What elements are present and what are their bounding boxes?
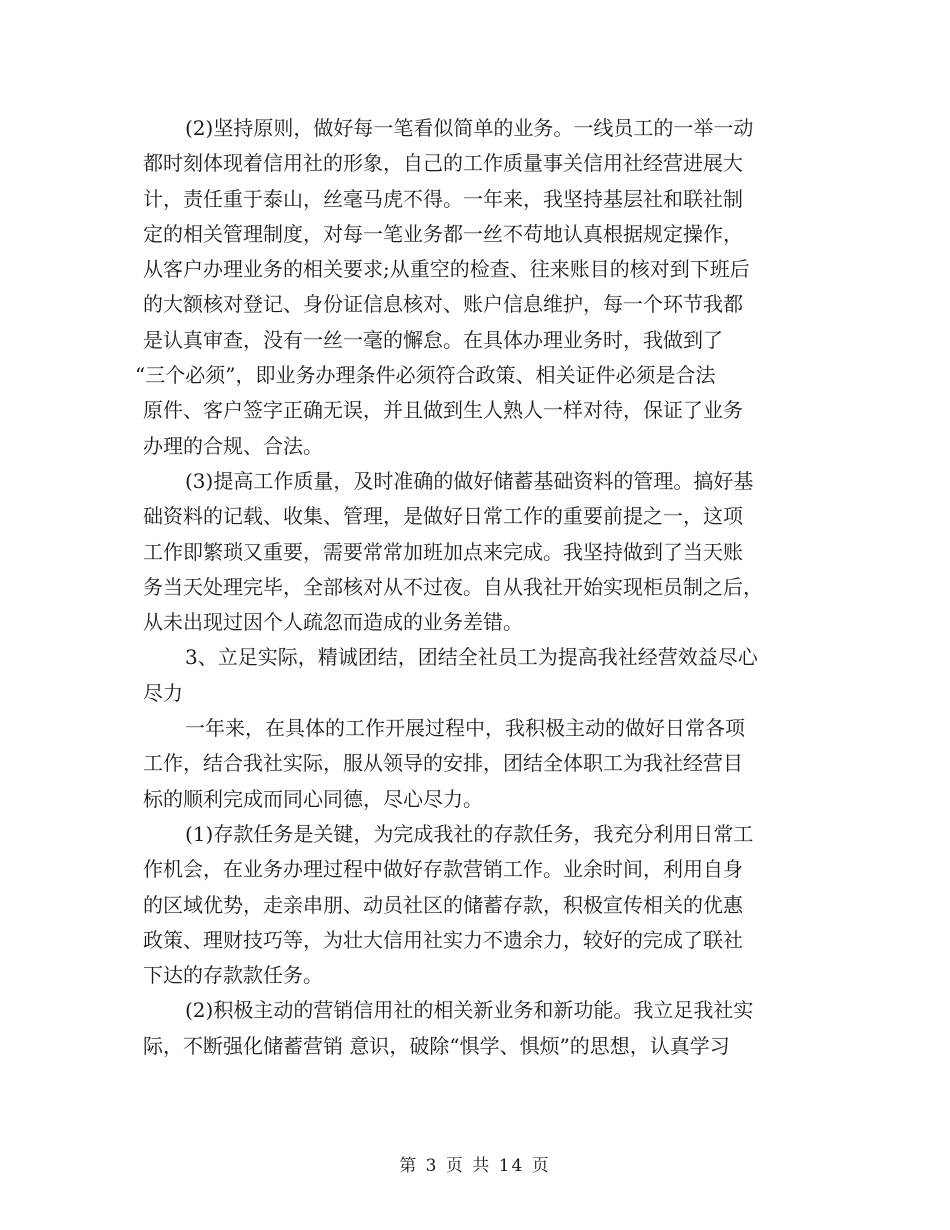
text-line: 从客户办理业务的相关要求;从重空的检查、往来账目的核对到下班后 — [143, 257, 750, 282]
text-line: 办理的合规、合法。 — [143, 433, 323, 458]
text-line: 标的顺利完成而同心同德，尽心尽力。 — [143, 786, 483, 811]
text-line: 的区域优势，走亲串朋、动员社区的储蓄存款，积极宣传相关的优惠 — [143, 892, 743, 917]
text-line: 工作即繁琐又重要，需要常常加班加点来完成。我坚持做到了当天账 — [143, 539, 743, 564]
text-line: 3、立足实际，精诚团结，团结全社员工为提高我社经营效益尽心 — [185, 645, 758, 670]
text-line: 定的相关管理制度，对每一笔业务都一丝不苟地认真根据规定操作， — [143, 221, 743, 246]
text-line: 作机会，在业务办理过程中做好存款营销工作。业余时间，利用自身 — [143, 857, 743, 882]
text-line: 础资料的记载、收集、管理，是做好日常工作的重要前提之一，这项 — [143, 504, 743, 529]
text-line: 政策、理财技巧等，为壮大信用社实力不遗余力，较好的完成了联社 — [143, 927, 743, 952]
text-line: 原件、客户签字正确无误，并且做到生人熟人一样对待，保证了业务 — [143, 398, 743, 423]
text-line: 际，不断强化储蓄营销 意识，破除“惧学、惧烦”的思想，认真学习 — [143, 1033, 730, 1058]
text-line: 一年来，在具体的工作开展过程中，我积极主动的做好日常各项 — [185, 716, 745, 741]
text-line: (2)坚持原则，做好每一笔看似简单的业务。一线员工的一举一动 — [185, 116, 754, 140]
text-line: 下达的存款款任务。 — [143, 963, 323, 988]
text-line: 从未出现过因个人疏忽而造成的业务差错。 — [143, 610, 523, 635]
text-line: 是认真审查，没有一丝一毫的懈怠。在具体办理业务时，我做到了 — [143, 327, 723, 352]
text-line: 的大额核对登记、身份证信息核对、账户信息维护，每一个环节我都 — [143, 292, 743, 317]
page-number-footer: 第 3 页 共 14 页 — [399, 1156, 551, 1176]
text-line: (2)积极主动的营销信用社的相关新业务和新功能。我立足我社实 — [185, 998, 754, 1023]
text-line: 尽力 — [143, 680, 183, 705]
text-line: 工作，结合我社实际，服从领导的安排，团结全体职工为我社经营目 — [143, 751, 743, 776]
text-line: 计，责任重于泰山，丝毫马虎不得。一年来，我坚持基层社和联社制 — [143, 186, 743, 211]
text-line: “三个必须”，即业务办理条件必须符合政策、相关证件必须是合法 — [135, 363, 716, 388]
text-line: 都时刻体现着信用社的形象，自己的工作质量事关信用社经营进展大 — [143, 151, 743, 176]
text-line: (3)提高工作质量，及时准确的做好储蓄基础资料的管理。搞好基 — [185, 468, 754, 493]
body-text — [135, 111, 808, 1064]
text-line: 务当天处理完毕，全部核对从不过夜。自从我社开始实现柜员制之后， — [143, 574, 763, 599]
text-line: (1)存款任务是关键，为完成我社的存款任务，我充分利用日常工 — [185, 821, 754, 846]
